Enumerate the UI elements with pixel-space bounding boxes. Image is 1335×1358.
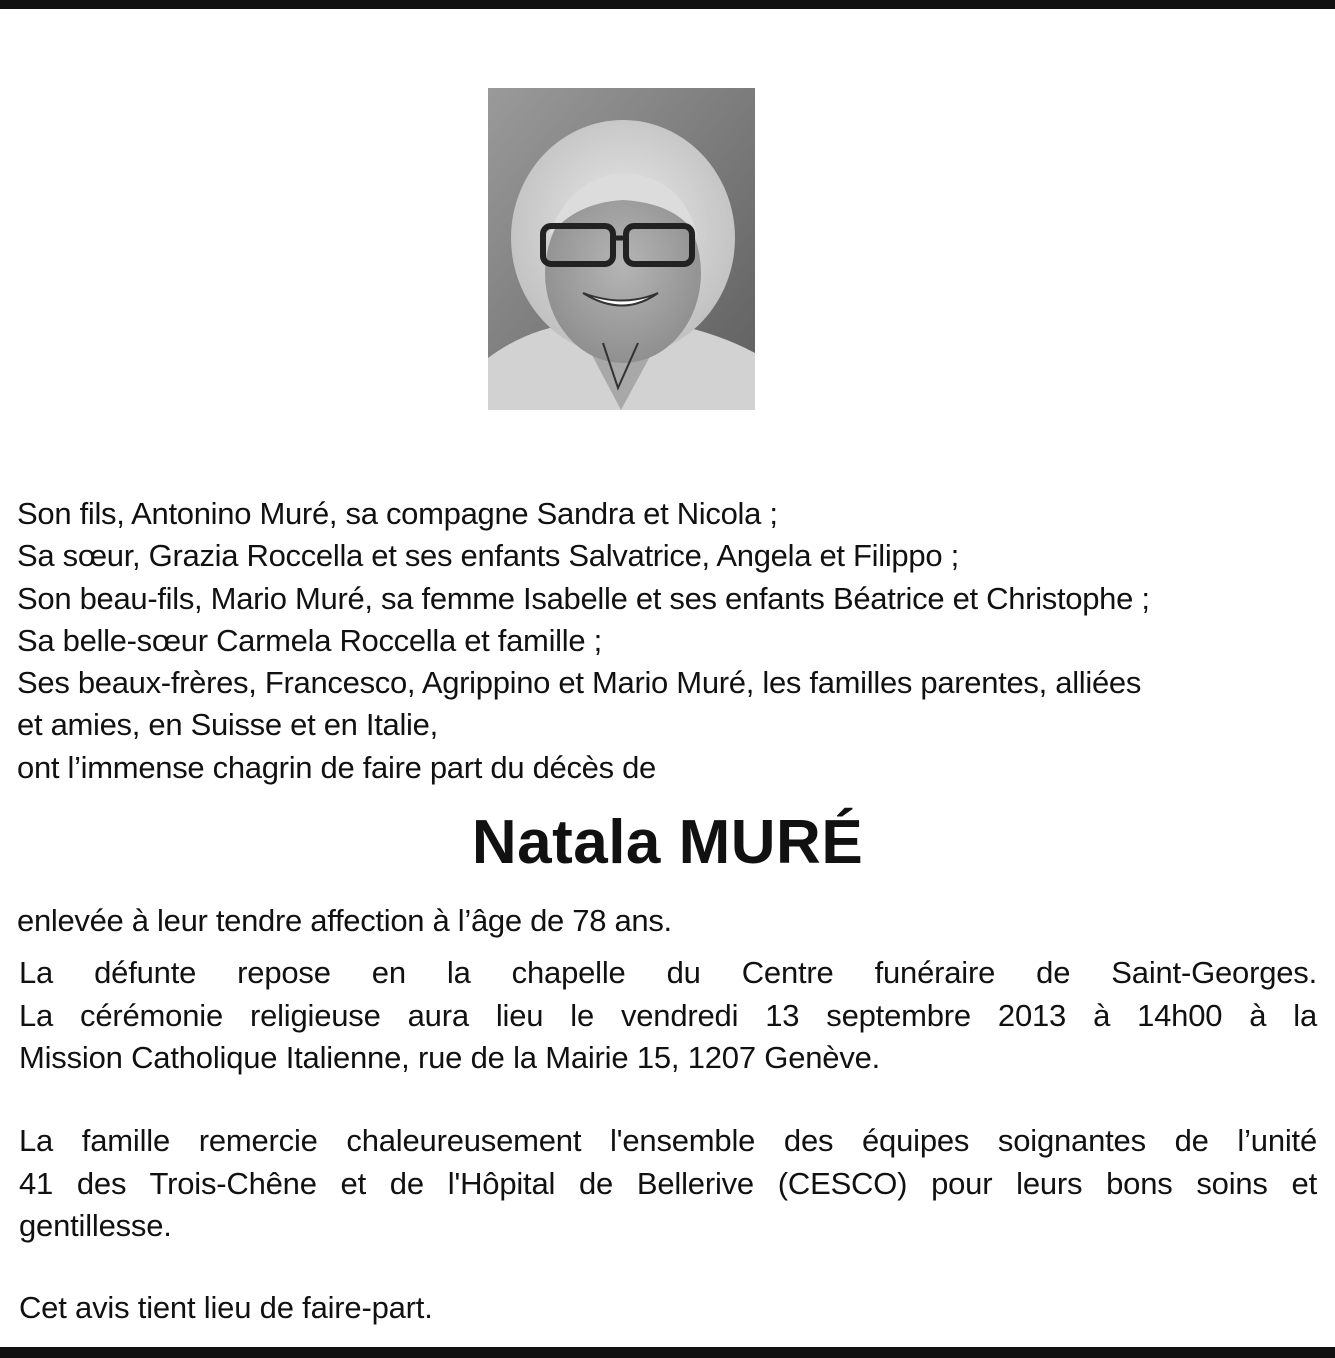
- family-line: Son beau-fils, Mario Muré, sa femme Isabelle et ses enfants Béatrice et Christophe ;: [17, 580, 1150, 616]
- family-line: ont l’immense chagrin de faire part du décès de: [17, 749, 656, 785]
- thanks-paragraph: [19, 1120, 1317, 1248]
- closing-note: Cet avis tient lieu de faire-part.: [19, 1290, 433, 1325]
- deceased-name: Natala MURÉ: [471, 808, 864, 877]
- portrait-photo: [488, 88, 755, 410]
- age-line: enlevée à leur tendre affection à l’âge de 78 ans.: [17, 903, 672, 938]
- ceremony-line: La cérémonie religieuse aura lieu le vendredi 13 septembre 2013 à 14h00 à la: [19, 997, 1317, 1033]
- family-line: Sa belle-sœur Carmela Roccella et famille ;: [17, 622, 602, 658]
- family-line: et amies, en Suisse et en Italie,: [17, 707, 438, 743]
- family-line: Sa sœur, Grazia Roccella et ses enfants Salvatrice, Angela et Filippo ;: [17, 538, 959, 574]
- family-line: Son fils, Antonino Muré, sa compagne Sandra et Nicola ;: [17, 496, 778, 531]
- ceremony-line: La défunte repose en la chapelle du Centre funéraire de Saint-Georges.: [19, 955, 1317, 990]
- thanks-line: gentillesse.: [19, 1208, 172, 1243]
- thanks-line: La famille remercie chaleureusement l'ensemble des équipes soignantes de l’unité: [19, 1123, 1317, 1158]
- family-line: Ses beaux-frères, Francesco, Agrippino et Mario Muré, les familles parentes, alliées: [17, 665, 1142, 701]
- portrait-photo-graphic: [488, 88, 755, 410]
- ceremony-line: Mission Catholique Italienne, rue de la Mairie 15, 1207 Genève.: [19, 1040, 881, 1075]
- thanks-line: 41 des Trois-Chêne et de l'Hôpital de Bellerive (CESCO) pour leurs bons soins et: [19, 1165, 1317, 1201]
- family-announcement: [17, 493, 1317, 789]
- bottom-rule: [0, 1347, 1335, 1358]
- top-rule: [0, 0, 1335, 9]
- ceremony-paragraph: [19, 952, 1317, 1080]
